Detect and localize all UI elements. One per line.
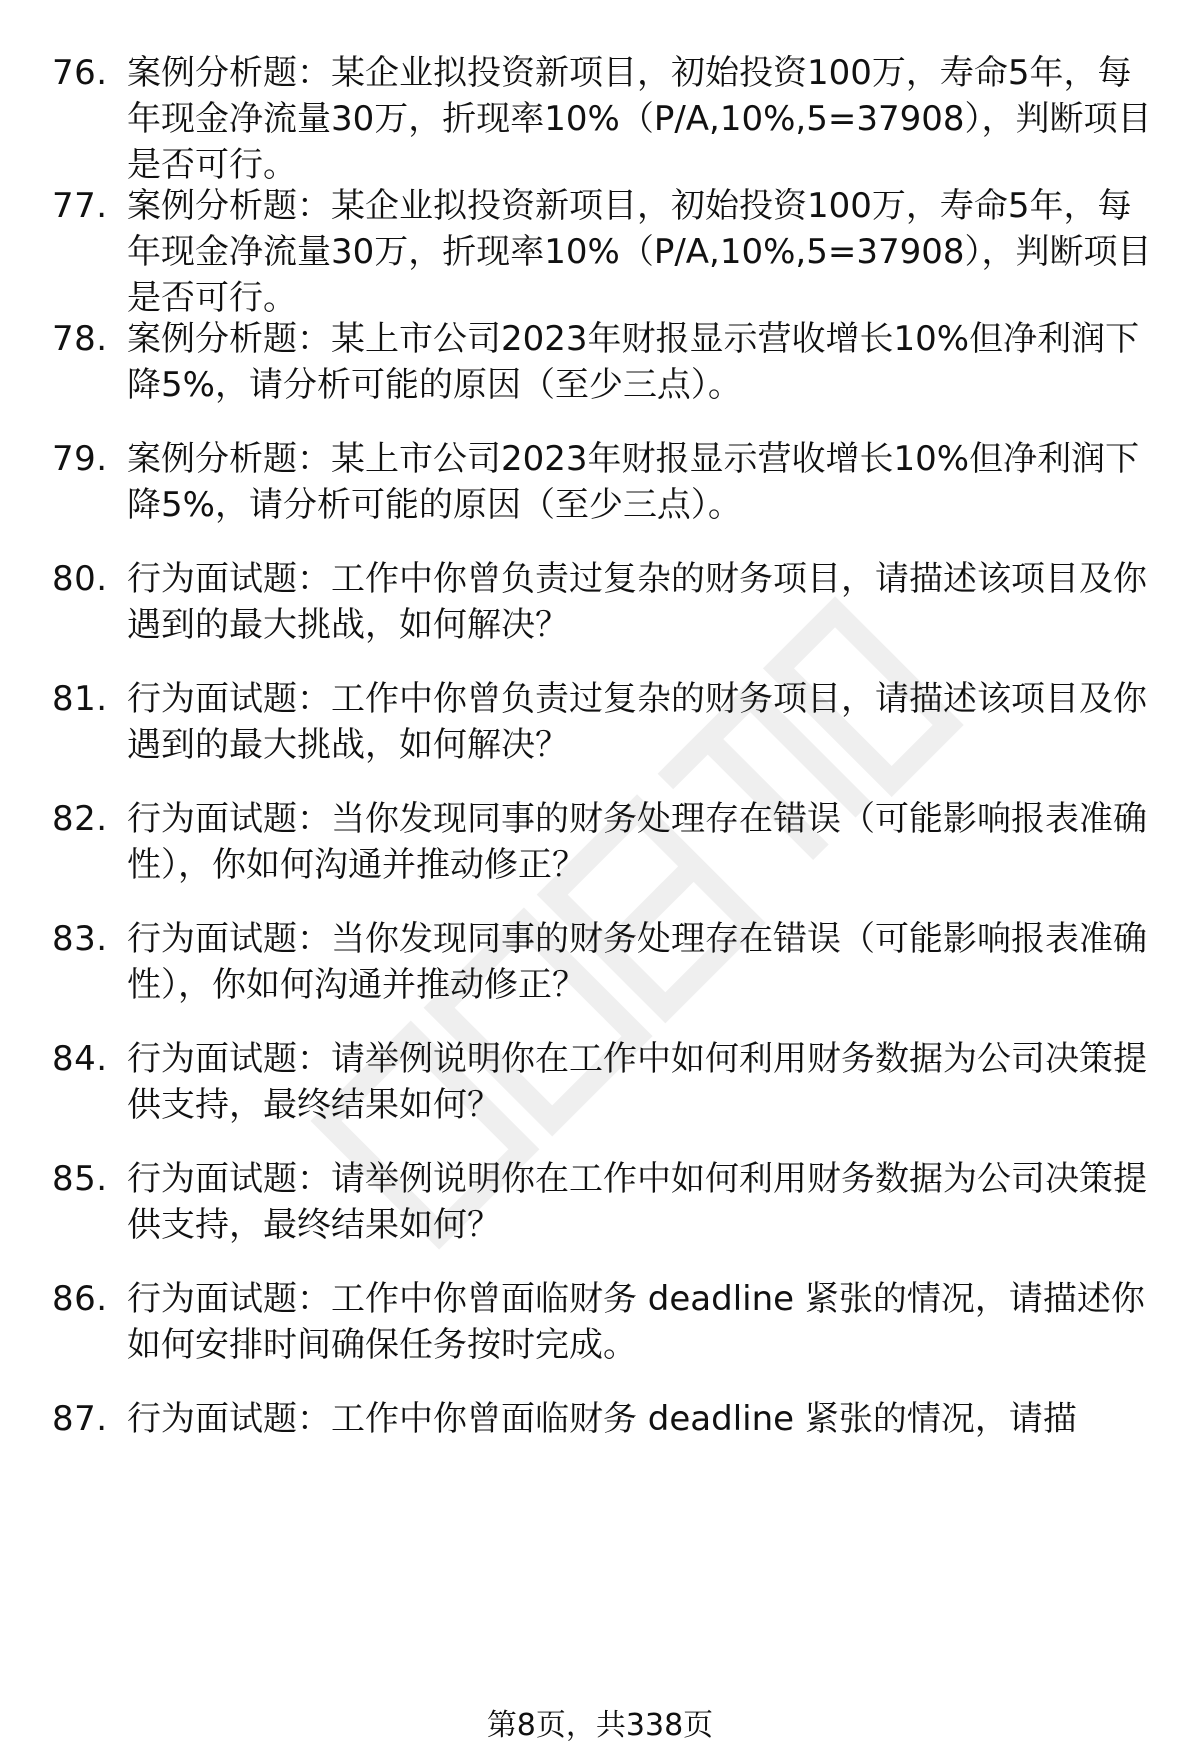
- question-text: 案例分析题：某企业拟投资新项目，初始投资100万，寿命5年，每年现金净流量30万，折现率10%（P/A,10%,5=37908），判断项目是否可行。: [127, 53, 1152, 185]
- question-item: [0, 1396, 1200, 1456]
- question-number: 77.: [52, 186, 108, 226]
- question-number: 76.: [52, 53, 108, 93]
- question-item: [0, 1156, 1200, 1276]
- question-number: 85.: [52, 1159, 108, 1199]
- question-text: 行为面试题：请举例说明你在工作中如何利用财务数据为公司决策提供支持，最终结果如何？: [127, 1039, 1147, 1125]
- question-number: 86.: [52, 1279, 108, 1319]
- question-text: 行为面试题：工作中你曾面临财务 deadline 紧张的情况，请描述你如何安排时间确保任务按时完成。: [127, 1279, 1145, 1365]
- question-item: [0, 50, 1200, 183]
- question-number: 79.: [52, 439, 108, 479]
- question-number: 83.: [52, 919, 108, 959]
- question-number: 78.: [52, 319, 108, 359]
- question-text: 案例分析题：某上市公司2023年财报显示营收增长10%但净利润下降5%，请分析可能的原因（至少三点）。: [127, 319, 1140, 405]
- question-text: 行为面试题：工作中你曾负责过复杂的财务项目，请描述该项目及你遇到的最大挑战，如何解决？: [127, 559, 1147, 645]
- question-text: 行为面试题：工作中你曾面临财务 deadline 紧张的情况，请描: [127, 1399, 1077, 1439]
- question-item: [0, 556, 1200, 676]
- question-item: [0, 916, 1200, 1036]
- question-text: 案例分析题：某企业拟投资新项目，初始投资100万，寿命5年，每年现金净流量30万，折现率10%（P/A,10%,5=37908），判断项目是否可行。: [127, 186, 1152, 318]
- question-number: 84.: [52, 1039, 108, 1079]
- question-text: 案例分析题：某上市公司2023年财报显示营收增长10%但净利润下降5%，请分析可能的原因（至少三点）。: [127, 439, 1140, 525]
- question-item: [0, 676, 1200, 796]
- question-item: [0, 796, 1200, 916]
- question-text: 行为面试题：工作中你曾负责过复杂的财务项目，请描述该项目及你遇到的最大挑战，如何解决？: [127, 679, 1147, 765]
- question-item: [0, 183, 1200, 316]
- question-number: 80.: [52, 559, 108, 599]
- question-text: 行为面试题：当你发现同事的财务处理存在错误（可能影响报表准确性），你如何沟通并推动修正？: [127, 799, 1147, 885]
- question-text: 行为面试题：请举例说明你在工作中如何利用财务数据为公司决策提供支持，最终结果如何？: [127, 1159, 1147, 1245]
- question-number: 87.: [52, 1399, 108, 1439]
- question-item: [0, 1276, 1200, 1396]
- page-number-footer: 第8页，共338页: [486, 1708, 714, 1743]
- question-item: [0, 316, 1200, 436]
- question-list: [0, 50, 1200, 1456]
- question-item: [0, 1036, 1200, 1156]
- question-number: 82.: [52, 799, 108, 839]
- question-item: [0, 436, 1200, 556]
- question-number: 81.: [52, 679, 108, 719]
- question-text: 行为面试题：当你发现同事的财务处理存在错误（可能影响报表准确性），你如何沟通并推动修正？: [127, 919, 1147, 1005]
